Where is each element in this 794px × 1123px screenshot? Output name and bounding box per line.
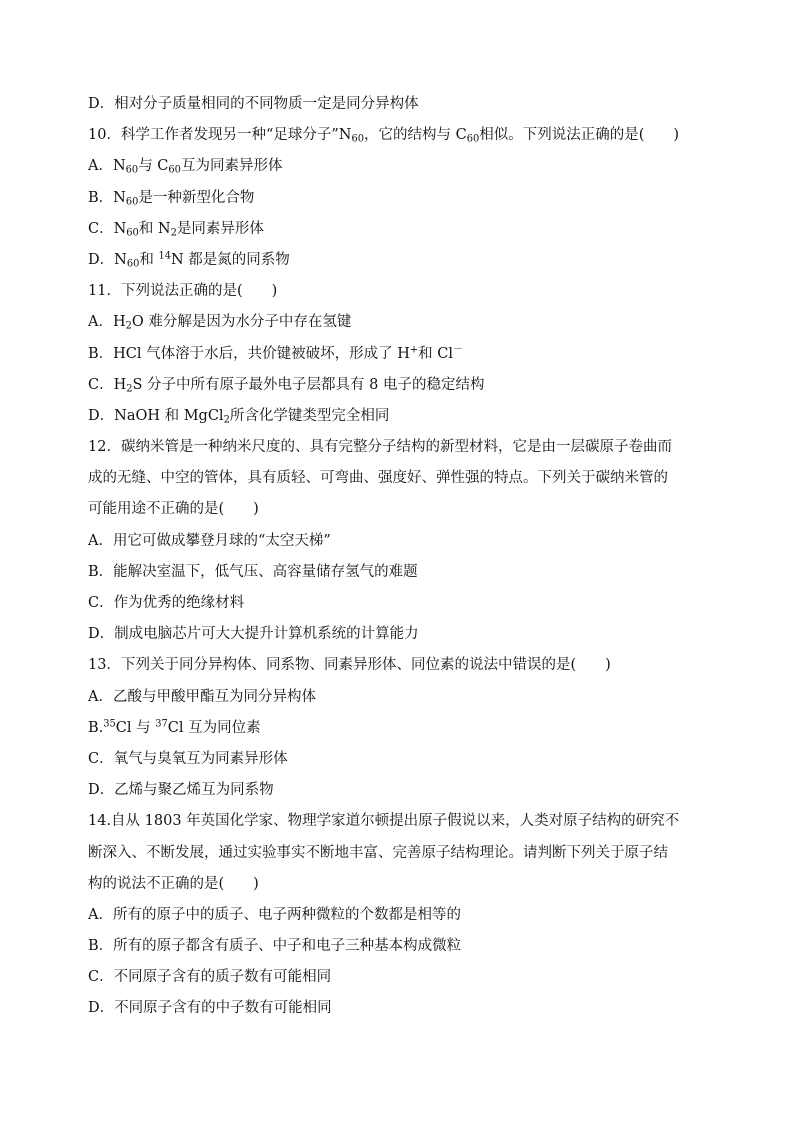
subscript: 60 (466, 133, 480, 145)
option-text: Cl 互为同位素 (167, 719, 261, 736)
option-text: Cl 与 (115, 719, 156, 736)
q10-stem-text: ，它的结构与 C (364, 127, 467, 144)
option-text: B．能解决室温下，低气压、高容量储存氢气的难题 (88, 563, 418, 580)
q12-stem-text: 成的无缝、中空的管体，具有质轻、可弯曲、强度好、弹性强的特点。下列关于碳纳米管的 (88, 470, 668, 487)
q9-option-d-text: D．相对分子质量相同的不同物质一定是同分异构体 (88, 96, 419, 112)
option-text: B．HCl 气体溶于水后，共价键被破坏，形成了 H (88, 345, 410, 362)
q11-option-d (88, 401, 728, 432)
option-text: D．乙烯与聚乙烯互为同系物 (88, 782, 274, 799)
option-text: D．NaOH 和 MgCl (88, 407, 224, 424)
q10-stem-text: 10．科学工作者发现另一种“足球分子”N (88, 127, 352, 144)
subscript: 2 (170, 227, 177, 239)
q12-stem-line-1 (88, 432, 728, 463)
q12-stem-text: 可能用途不正确的是( ) (88, 501, 259, 518)
subscript: 60 (125, 196, 139, 208)
q10-stem (88, 120, 728, 151)
option-text: C．氧气与臭氧互为同素异形体 (88, 750, 288, 767)
option-text: 和 N (138, 220, 171, 237)
option-text: B. (88, 719, 104, 736)
option-text: C．H (88, 376, 127, 393)
option-text: C．作为优秀的绝缘材料 (88, 595, 245, 611)
q11-stem (88, 276, 728, 307)
option-text: 和 Cl (418, 345, 453, 362)
subscript: 60 (126, 258, 140, 270)
q14-stem-line-3 (88, 869, 728, 900)
question-content (88, 89, 728, 1025)
option-text: D．制成电脑芯片可大大提升计算机系统的计算能力 (88, 626, 419, 643)
q9-option-d (88, 89, 728, 120)
q14-option-a (88, 900, 728, 931)
option-text: 是一种新型化合物 (138, 189, 255, 206)
q11-option-b (88, 339, 728, 370)
q14-stem-text: 14.自从 1803 年英国化学家、物理学家道尔顿提出原子假说以来，人类对原子结构的研究不 (88, 813, 680, 830)
subscript: 2 (125, 320, 132, 332)
superscript: － (453, 344, 463, 356)
subscript: 60 (351, 133, 364, 145)
option-text: A．N (88, 158, 126, 175)
q12-stem-line-2 (88, 463, 728, 494)
superscript: 14 (158, 250, 171, 262)
q10-option-b (88, 183, 728, 214)
option-text: A．用它可做成攀登月球的“太空天梯” (88, 532, 331, 549)
q13-option-b (88, 713, 728, 744)
option-text: 所含化学键类型完全相同 (229, 407, 390, 424)
q14-stem-line-2 (88, 838, 728, 869)
subscript: 60 (125, 164, 139, 176)
q13-stem-text: 13．下列关于同分异构体、同系物、同素异形体、同位素的说法中错误的是( ) (88, 657, 611, 674)
option-text: A．乙酸与甲酸甲酯互为同分异构体 (88, 688, 316, 705)
q14-stem-text: 断深入、不断发展，通过实验事实不断地丰富、完善原子结构理论。请判断下列关于原子结 (88, 844, 668, 861)
q13-option-a (88, 682, 728, 713)
q14-option-b (88, 931, 728, 962)
subscript: 2 (223, 414, 230, 426)
subscript: 2 (126, 383, 133, 395)
q12-option-a (88, 526, 728, 557)
q10-stem-text: 相似。下列说法正确的是( ) (479, 127, 680, 144)
option-text: O 难分解是因为水分子中存在氢键 (131, 314, 352, 331)
option-text: D．不同原子含有的中子数有可能相同 (88, 1000, 332, 1017)
option-text: S 分子中所有原子最外电子层都具有 8 电子的稳定结构 (132, 376, 485, 393)
q11-option-a (88, 307, 728, 338)
q13-option-d (88, 775, 728, 806)
option-text: 互为同素异形体 (180, 158, 283, 175)
q12-stem-text: 12．碳纳米管是一种纳米尺度的、具有完整分子结构的新型材料，它是由一层碳原子卷曲而 (88, 439, 672, 456)
option-text: 和 (139, 251, 159, 268)
q11-stem-text: 11．下列说法正确的是( ) (88, 283, 278, 300)
q14-stem-line-1 (88, 806, 728, 837)
superscript: 37 (155, 718, 168, 730)
q10-option-d (88, 245, 728, 276)
q12-option-b (88, 557, 728, 588)
option-text: B．所有的原子都含有质子、中子和电子三种基本构成微粒 (88, 938, 462, 955)
option-text: N 都是氮的同系物 (171, 251, 290, 268)
q14-stem-text: 构的说法不正确的是( ) (88, 875, 259, 892)
option-text: A．所有的原子中的质子、电子两种微粒的个数都是相等的 (88, 906, 461, 923)
superscript: + (409, 344, 419, 356)
option-text: 是同素异形体 (176, 220, 264, 237)
q13-stem (88, 650, 728, 681)
superscript: 35 (103, 718, 116, 730)
q13-option-c (88, 744, 728, 775)
subscript: 60 (126, 227, 139, 239)
option-text: 与 C (138, 158, 169, 175)
option-text: D．N (88, 251, 127, 268)
q10-option-a (88, 151, 728, 182)
q12-option-d (88, 619, 728, 650)
q14-option-c (88, 962, 728, 993)
q12-stem-line-3 (88, 494, 728, 525)
q12-option-c (88, 588, 728, 619)
option-text: C．N (88, 220, 127, 237)
subscript: 60 (168, 164, 181, 176)
q11-option-c (88, 370, 728, 401)
q10-option-c (88, 214, 728, 245)
option-text: B．N (88, 189, 126, 206)
option-text: A．H (88, 314, 126, 331)
option-text: C．不同原子含有的质子数有可能相同 (88, 969, 332, 986)
q14-option-d (88, 993, 728, 1024)
